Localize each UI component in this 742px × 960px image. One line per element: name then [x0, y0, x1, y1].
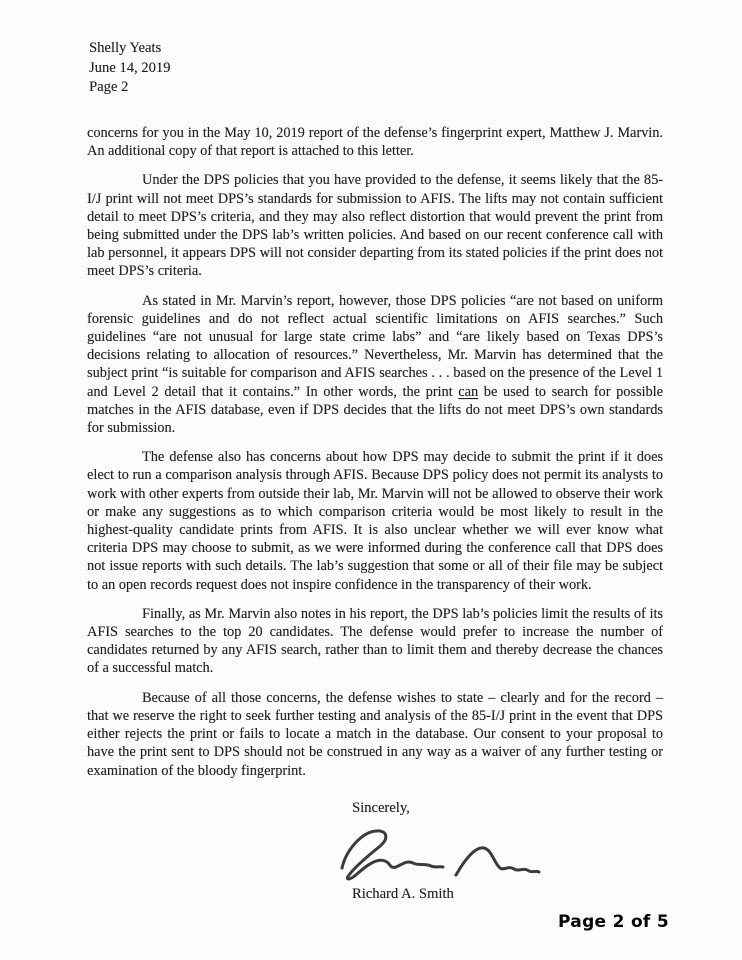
- paragraph-text: Under the DPS policies that you have provided to the defense, it seems likely that the 85-I/J print will not meet DPS’s standards for submission to AFIS. The lifts may not contain sufficient detail to meet DPS’s criteria, and they may also reflect distortion that would prevent the print from being submitted under the DPS lab’s written policies. And based on our recent conference call with lab personnel, it appears DPS will not consider departing from its stated policies if the print does not meet DPS’s criteria.: [87, 172, 663, 280]
- letter-paragraph: [87, 292, 663, 438]
- paragraph-text: concerns for you in the May 10, 2019 report of the defense’s fingerprint expert, Matthew J. Marvin. An additional copy of that report is attached to this letter.: [87, 125, 663, 160]
- signature-scribble-icon: [336, 823, 541, 885]
- letter-paragraph: [87, 124, 663, 160]
- paragraph-text: The defense also has concerns about how DPS may decide to submit the print if it does elect to run a comparison analysis through AFIS. Because DPS policy does not permit its analysts to work with other experts from outside their lab, Mr. Marvin will not be allowed to observe their work or make any suggestions as to which comparison criteria would be most likely to result in the highest-quality candidate prints from AFIS. It is also unclear whether we will ever know what criteria DPS may choose to submit, as we were informed during the conference call that DPS does not issue reports with such details. The lab’s suggestion that some or all of their file may be subject to an open records request does not inspire confidence in the transparency of their work.: [87, 449, 663, 593]
- page-indicator: Page 2 of 5: [558, 912, 669, 932]
- letter-paragraph: [87, 171, 663, 280]
- letter-paragraph: [87, 689, 663, 780]
- letter-paragraph: [87, 448, 663, 594]
- recipient-name: Shelly Yeats: [89, 40, 162, 56]
- paragraph-text: be used to search for possible matches in the AFIS database, even if DPS decides that the lifts do not meet DPS’s own standards for submission.: [87, 383, 663, 437]
- letter-body: [87, 124, 663, 791]
- header-page-label: Page 2: [89, 79, 129, 96]
- letter-header: [89, 39, 170, 98]
- underlined-word: can: [458, 383, 479, 400]
- paragraph-text: Finally, as Mr. Marvin also notes in his report, the DPS lab’s policies limit the results of its AFIS searches to the top 20 candidates. The defense would prefer to increase the number of candidates returned by any AFIS search, rather than to limit them and thereby decrease the chances of a successful match.: [87, 605, 663, 677]
- letter-paragraph: [87, 605, 663, 678]
- paragraph-text: As stated in Mr. Marvin’s report, however, those DPS policies “are not based on uniform forensic guidelines and do not reflect actual scientific limitations on AFIS searches.” Such guidelines “are not unusual for large state crime labs” and “are likely based on Texas DPS’s decisions relating to allocation of resources.” Nevertheless, Mr. Marvin has determined that the subject print “is suitable for comparison and AFIS searches . . . based on the presence of the Level 1 and Level 2 detail that it contains.” In other words, the print: [87, 292, 663, 400]
- signature-image: [336, 823, 541, 885]
- letter-date: June 14, 2019: [89, 59, 171, 76]
- signer-name: Richard A. Smith: [352, 886, 454, 902]
- paragraph-text: Because of all those concerns, the defense wishes to state – clearly and for the record – that we reserve the right to seek further testing and analysis of the 85-I/J print in the event that DPS either rejects the print or fails to locate a match in the database. Our consent to your proposal to have the print sent to DPS should not be construed in any way as a waiver of any further testing or examination of the bloody fingerprint.: [87, 689, 663, 779]
- closing-sincerely: Sincerely,: [352, 800, 410, 816]
